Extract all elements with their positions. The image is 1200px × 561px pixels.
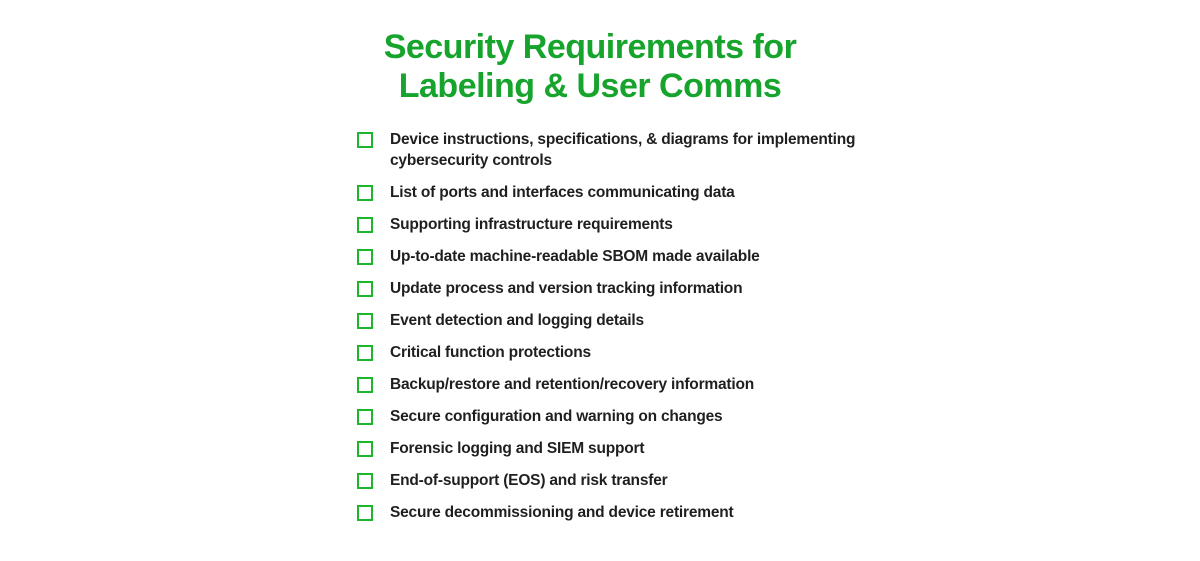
- list-item: [358, 406, 1200, 427]
- list-item: [358, 278, 1200, 299]
- list-item-text: Supporting infrastructure requirements: [390, 216, 673, 233]
- page-title-line-1: Security Requirements for: [383, 28, 797, 66]
- list-item: [358, 129, 1200, 171]
- list-item-text: Update process and version tracking information: [390, 280, 743, 297]
- list-item: [358, 246, 1200, 267]
- list-item-text: Event detection and logging details: [390, 312, 644, 329]
- page-title-line-2: Labeling & User Comms: [398, 67, 782, 105]
- list-item: [358, 438, 1200, 459]
- list-item: [358, 470, 1200, 491]
- list-item-text: Device instructions, specifications, & diagrams for implementing cybersecurity controls: [390, 131, 856, 169]
- list-item: [358, 342, 1200, 363]
- page-title: [0, 28, 1180, 106]
- shadowed-checkbox-square-icon: [358, 217, 373, 232]
- list-item-text: Secure decommissioning and device retirement: [390, 504, 734, 521]
- list-item-text: Secure configuration and warning on changes: [390, 408, 723, 425]
- list-item: [358, 310, 1200, 331]
- shadowed-checkbox-square-icon: [358, 473, 373, 488]
- shadowed-checkbox-square-icon: [358, 377, 373, 392]
- list-item-text: List of ports and interfaces communicating data: [390, 184, 735, 201]
- list-item: [358, 502, 1200, 523]
- requirements-list: [358, 129, 1200, 523]
- list-item-text: Critical function protections: [390, 344, 591, 361]
- list-item: [358, 374, 1200, 395]
- list-item-text: End-of-support (EOS) and risk transfer: [390, 472, 668, 489]
- list-item: [358, 182, 1200, 203]
- list-item-text: Forensic logging and SIEM support: [390, 440, 645, 457]
- shadowed-checkbox-square-icon: [358, 441, 373, 456]
- shadowed-checkbox-square-icon: [358, 185, 373, 200]
- shadowed-checkbox-square-icon: [358, 313, 373, 328]
- list-item: [358, 214, 1200, 235]
- shadowed-checkbox-square-icon: [358, 132, 373, 147]
- shadowed-checkbox-square-icon: [358, 281, 373, 296]
- list-item-text: Backup/restore and retention/recovery information: [390, 376, 755, 393]
- shadowed-checkbox-square-icon: [358, 409, 373, 424]
- shadowed-checkbox-square-icon: [358, 505, 373, 520]
- shadowed-checkbox-square-icon: [358, 345, 373, 360]
- list-item-text: Up-to-date machine-readable SBOM made available: [390, 248, 760, 265]
- shadowed-checkbox-square-icon: [358, 249, 373, 264]
